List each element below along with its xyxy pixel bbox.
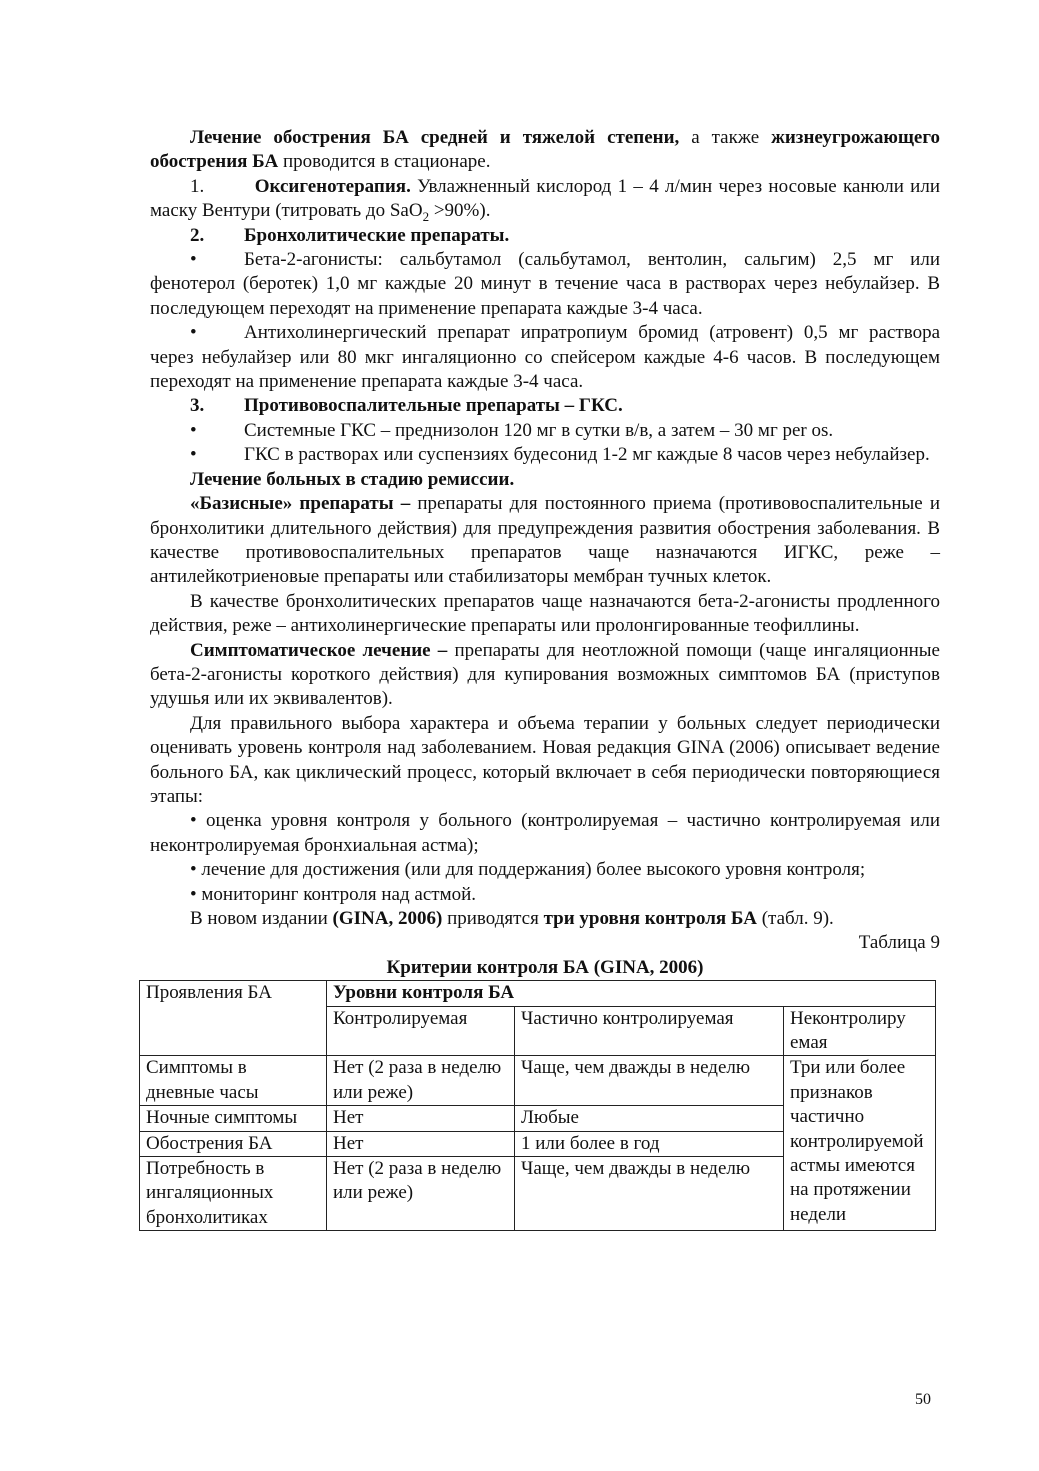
table-title: [150, 956, 940, 980]
header-uncontrolled: Неконтролиру емая: [784, 1006, 936, 1056]
header-partly-controlled: Частично контролируемая: [515, 1006, 784, 1056]
uncontrolled-cell: Три или более признаков частично контролируемой астмы имеются на протяжении недели: [784, 1056, 936, 1231]
bullet-3-text: Системные ГКС – преднизолон 120 мг в сутки в/в, а затем – 30 мг per os.: [244, 419, 834, 441]
row-partly: 1 или более в год: [515, 1131, 784, 1156]
remission-title: Лечение больных в стадию ремиссии.: [190, 468, 515, 490]
header-controlled: Контролируемая: [327, 1006, 515, 1056]
bullet-1: [150, 248, 940, 321]
row-name: Потребность в ингаляционных бронхолитиках: [140, 1157, 327, 1231]
item-1-title: Оксигенотерапия.: [254, 175, 411, 197]
basis-text: препараты для постоянного приема (противовоспалительные и бронхолитики длительного действия) для предупреждения развития обострения заболевания. В качестве противовоспалительных препаратов чаще назначаются ИГКС, реже – антилейкотриеновые препараты или стабилизаторы мембран тучных клеток.: [150, 493, 940, 588]
item-2-number: 2.: [190, 224, 205, 246]
item-3: [150, 394, 940, 418]
gina-bold2: три уровня контроля БА: [543, 908, 757, 929]
symptomatic-bold: Симптоматическое лечение –: [190, 639, 448, 661]
gina-bold1: (GINA, 2006): [332, 908, 443, 929]
item-1-tail: >90%).: [429, 200, 491, 222]
header-levels: [327, 981, 936, 1006]
bullet-2-marker: •: [190, 322, 197, 344]
item-3-number: 3.: [190, 395, 205, 417]
intro-mid: а также: [679, 127, 772, 148]
page-content: [146, 126, 941, 1231]
page-number: 50: [915, 1391, 931, 1408]
item-1-number: 1.: [190, 175, 205, 197]
basis-paragraph: [150, 492, 940, 590]
gina-tail: (табл. 9).: [756, 908, 834, 929]
table-header-row: [140, 981, 936, 1006]
symptomatic-paragraph: [150, 639, 940, 712]
item-2: [150, 224, 940, 248]
bullet-4: [150, 443, 940, 467]
bullet-4-marker: •: [190, 444, 197, 466]
bullet-3-marker: •: [190, 419, 197, 441]
broncho-paragraph: В качестве бронхолитических препаратов чаще назначаются бета-2-агонисты продленного действия, реже – антихолинергические препараты или пролонгированные теофиллины.: [150, 590, 940, 637]
symptomatic-text: препараты для неотложной помощи (чаще ингаляционные бета-2-агонисты короткого действия) для купирования возможных симптомов БА (приступов удушья или их эквивалентов).: [150, 639, 940, 710]
row-name: Обострения БА: [140, 1131, 327, 1156]
row-name: Ночные симптомы: [140, 1106, 327, 1131]
bullet-3: [150, 419, 940, 443]
step-1: • оценка уровня контроля у больного (контролируемая – частично контролируемая или неконтролируемая бронхиальная астма);: [150, 810, 940, 856]
item-1: [150, 175, 940, 224]
row-partly: Любые: [515, 1106, 784, 1131]
intro-paragraph: [150, 126, 940, 175]
row-name: Симптомы в дневные часы: [140, 1056, 327, 1106]
table-row: [140, 1056, 936, 1106]
row-controlled: Нет (2 раза в неделю или реже): [327, 1157, 515, 1231]
bullet-2-text: Антихолинергический препарат ипратропиум бромид (атровент) 0,5 мг раствора через небулайзер или 80 мкг ингаляционно со спейсером каждые 4-6 часов. В последующем переходят на применение препарата каждые 3-4 часа.: [150, 322, 940, 393]
item-2-title: Бронхолитические препараты.: [244, 224, 510, 246]
intro-bold2: жизнеугрожающего обострения БА: [150, 127, 940, 173]
gina-mid: приводятся: [442, 908, 544, 929]
row-partly: Чаще, чем дважды в неделю: [515, 1056, 784, 1106]
item-1-text: Увлажненный кислород 1 – 4 л/мин через носовые канюли или маску Вентури (титровать до SaO: [150, 175, 941, 222]
criteria-table: [139, 980, 936, 1231]
row-controlled: Нет: [327, 1106, 515, 1131]
table-title-text: Критерии контроля БА (GINA, 2006): [386, 956, 704, 978]
item-1-subscript: 2: [422, 209, 430, 225]
basis-bold: «Базисные» препараты –: [190, 493, 411, 515]
intro-bold: Лечение обострения БА средней и тяжелой степени,: [190, 127, 680, 148]
step-3: • мониторинг контроля над астмой.: [190, 883, 477, 905]
item-3-title: Противовоспалительные препараты – ГКС.: [244, 395, 623, 417]
bullet-2: [150, 321, 940, 394]
choice-paragraph: Для правильного выбора характера и объема терапии у больных следует периодически оценивать уровень контроля над заболеванием. Новая редакция GINA (2006) описывает ведение больного БА, как циклический процесс, который включает в себя периодически повторяющиеся этапы:: [150, 712, 940, 807]
header-levels-text: Уровни контроля БА: [333, 982, 515, 1004]
row-partly: Чаще, чем дважды в неделю: [515, 1157, 784, 1231]
remission-heading: [150, 468, 940, 492]
row-controlled: Нет: [327, 1131, 515, 1156]
bullet-1-marker: •: [190, 249, 197, 271]
header-manifestations: Проявления БА: [140, 981, 327, 1056]
table-label: Таблица 9: [858, 932, 940, 954]
gina-pre: В новом издании: [190, 908, 333, 929]
gina-paragraph: [150, 907, 940, 931]
bullet-1-text: Бета-2-агонисты: сальбутамол (сальбутамол, вентолин, сальгим) 2,5 мг или фенотерол (беротек) 1,0 мг каждые 20 минут в течение часа в растворах через небулайзер. В последующем переходят на применение препарата каждые 3-4 часа.: [150, 249, 940, 319]
intro-tail: проводится в стационаре.: [278, 151, 491, 173]
row-controlled: Нет (2 раза в неделю или реже): [327, 1056, 515, 1106]
step-2: • лечение для достижения (или для поддержания) более высокого уровня контроля;: [190, 859, 866, 881]
bullet-4-text: ГКС в растворах или суспензиях будесонид 1-2 мг каждые 8 часов через небулайзер.: [244, 444, 930, 466]
